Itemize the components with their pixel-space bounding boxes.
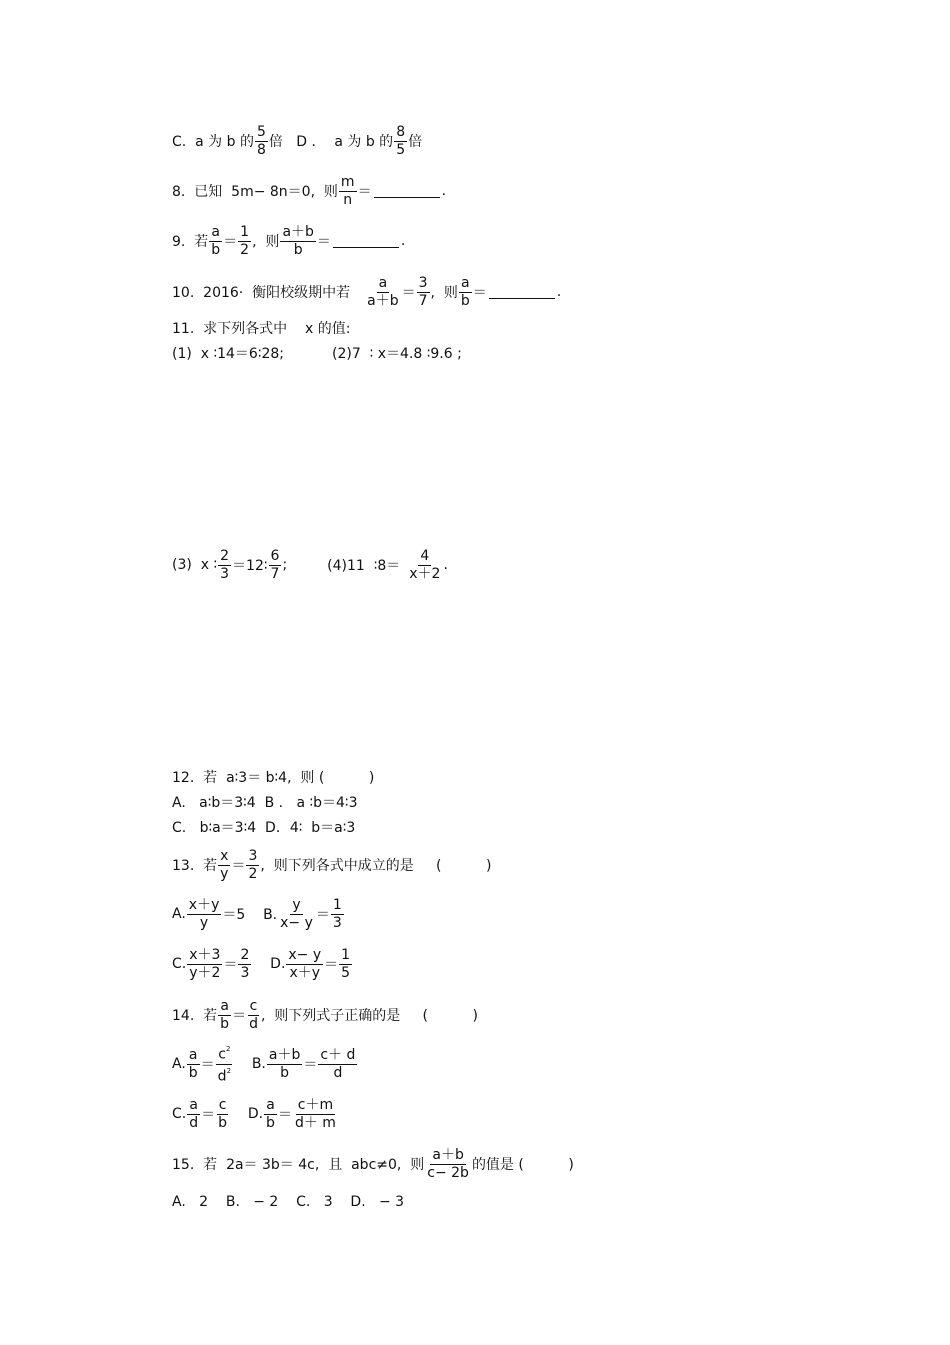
fraction: $\frac{c^2}{d^2}$ — [217, 1044, 232, 1085]
text: (1) x ∶14＝6∶28; — [172, 346, 285, 362]
text: 10. 2016· 衡阳校级期中若 — [172, 285, 351, 301]
text: ＝ — [231, 858, 246, 874]
question-9 — [172, 221, 405, 261]
question-15 — [172, 1144, 574, 1184]
text: ＝ — [303, 1057, 318, 1073]
text: ＝ — [277, 1107, 292, 1123]
fraction: $\frac{2}{3}$ — [220, 547, 230, 582]
question-10 — [172, 272, 561, 312]
question-15-options — [172, 1192, 404, 1212]
fraction: $\frac{a+b}{b}$ — [268, 1046, 301, 1081]
fraction: $\frac{c}{b}$ — [218, 1096, 228, 1131]
question-13-options-cd — [172, 944, 353, 984]
text: , 则下列式子正确的是 ( ) — [260, 1008, 478, 1024]
text: D. — [252, 956, 286, 972]
option-line-cd — [172, 121, 422, 161]
text: A. 2 B. − 2 C. 3 D. − 3 — [172, 1194, 405, 1210]
text: ＝5 B. — [222, 907, 278, 923]
question-14 — [172, 995, 478, 1035]
text: ＝12∶ — [232, 558, 268, 574]
question-12-options-cd — [172, 817, 355, 837]
text: . — [443, 557, 448, 573]
question-14-options-cd — [172, 1094, 339, 1134]
fraction: $\frac{4}{x+2}$ — [409, 547, 441, 582]
text: ＝ — [201, 1107, 216, 1123]
text: . — [441, 183, 447, 199]
text: ＝ — [223, 234, 238, 250]
text: ＝ — [316, 234, 331, 250]
text: 的值是 ( ) — [471, 1157, 574, 1173]
text: ＝ — [232, 1008, 247, 1024]
text: ＝ — [223, 957, 238, 973]
fraction: $\frac{a+b}{c- 2b}$ — [427, 1146, 469, 1181]
fraction: $\frac{a}{b}$ — [266, 1096, 275, 1131]
text: C. — [172, 956, 187, 972]
text: 15. 若 2a＝ 3b＝ 4c, 且 abc≠0, 则 — [172, 1157, 425, 1173]
text: 倍 — [408, 134, 423, 150]
text: (3) x ∶ — [172, 557, 218, 573]
fraction: $\frac{3}{7}$ — [418, 274, 428, 309]
text: 倍 D ． a 为 b 的 — [268, 134, 394, 150]
question-11-parts-3-4 — [172, 545, 448, 585]
answer-blank[interactable] — [333, 235, 399, 248]
question-13-options-ab — [172, 894, 345, 934]
fraction: $\frac{c}{d}$ — [249, 997, 258, 1032]
fraction: $\frac{1}{5}$ — [341, 946, 351, 981]
fraction: $\frac{8}{5}$ — [396, 123, 406, 158]
question-12-options-ab — [172, 792, 357, 812]
fraction: $\frac{x+3}{y+2}$ — [189, 946, 221, 981]
text: C. a 为 b 的 — [172, 134, 254, 150]
fraction: $\frac{a}{b}$ — [211, 223, 221, 258]
text: 9. 若 — [172, 234, 209, 250]
text: (4)11 ∶8＝ — [327, 558, 401, 574]
text: (2)7 ∶ x＝4.8 ∶9.6 ; — [332, 346, 462, 362]
text: 12. 若 a∶3＝ b∶4, 则 ( ) — [172, 770, 375, 786]
text: 13. 若 — [172, 858, 218, 874]
text: ＝ — [324, 957, 339, 973]
text: 8. 已知 5m− 8n＝0, 则 — [172, 184, 338, 200]
fraction: $\frac{c+m}{d+ m}$ — [294, 1096, 336, 1131]
text: ＝ — [401, 285, 416, 301]
fraction: $\frac{a}{b}$ — [188, 1046, 198, 1081]
text: A. — [172, 1056, 186, 1072]
question-8 — [172, 171, 446, 211]
text: , 则 — [430, 285, 458, 301]
question-14-options-ab — [172, 1044, 358, 1084]
exponent: 2 — [226, 1066, 232, 1075]
text: 14. 若 — [172, 1008, 218, 1024]
fraction: $\frac{3}{2}$ — [248, 847, 258, 882]
text: A. a∶b＝3∶4 B . a ∶b＝4∶3 — [172, 795, 358, 811]
fraction: $\frac{a}{d}$ — [189, 1096, 199, 1131]
text: ＝ — [472, 285, 487, 301]
fraction: $\frac{5}{8}$ — [256, 123, 266, 158]
fraction: $\frac{a}{b}$ — [460, 274, 470, 309]
fraction: $\frac{6}{7}$ — [270, 547, 280, 582]
text: A. — [172, 906, 186, 922]
text: ＝ — [200, 1057, 215, 1073]
question-12 — [172, 767, 374, 787]
answer-blank[interactable] — [489, 286, 555, 299]
fraction: $\frac{a+b}{b}$ — [282, 223, 314, 258]
fraction: $\frac{x}{y}$ — [220, 847, 229, 882]
text: C. b∶a＝3∶4 D．4∶ b＝a∶3 — [172, 820, 356, 836]
text: ＝ — [357, 184, 372, 200]
fraction: $\frac{m}{n}$ — [340, 173, 355, 208]
text: ; — [282, 557, 288, 573]
exponent: 2 — [225, 1044, 231, 1053]
fraction: $\frac{2}{3}$ — [240, 946, 250, 981]
question-13 — [172, 845, 491, 885]
text: , 则下列各式中成立的是 ( ) — [260, 858, 492, 874]
question-11 — [172, 318, 350, 338]
text: . — [556, 284, 562, 300]
fraction: $\frac{a}{b}$ — [220, 997, 230, 1032]
fraction: $\frac{x- y}{x+y}$ — [288, 946, 322, 981]
answer-blank[interactable] — [374, 185, 440, 198]
text: ＝ — [315, 907, 330, 923]
fraction: $\frac{1}{3}$ — [332, 896, 342, 931]
question-11-parts-1-2 — [172, 343, 462, 363]
fraction: $\frac{y}{x- y}$ — [280, 896, 313, 931]
fraction: $\frac{c+ d}{d}$ — [320, 1046, 356, 1081]
text: , 则 — [252, 234, 280, 250]
text: B. — [234, 1056, 266, 1072]
text: D. — [230, 1106, 264, 1122]
text: C. — [172, 1106, 187, 1122]
fraction: $\frac{a}{a+b}$ — [367, 274, 399, 309]
fraction: $\frac{1}{2}$ — [240, 223, 250, 258]
fraction: $\frac{x+y}{y}$ — [188, 896, 220, 931]
text: . — [400, 233, 406, 249]
text: 11. 求下列各式中 x 的值: — [172, 321, 351, 337]
